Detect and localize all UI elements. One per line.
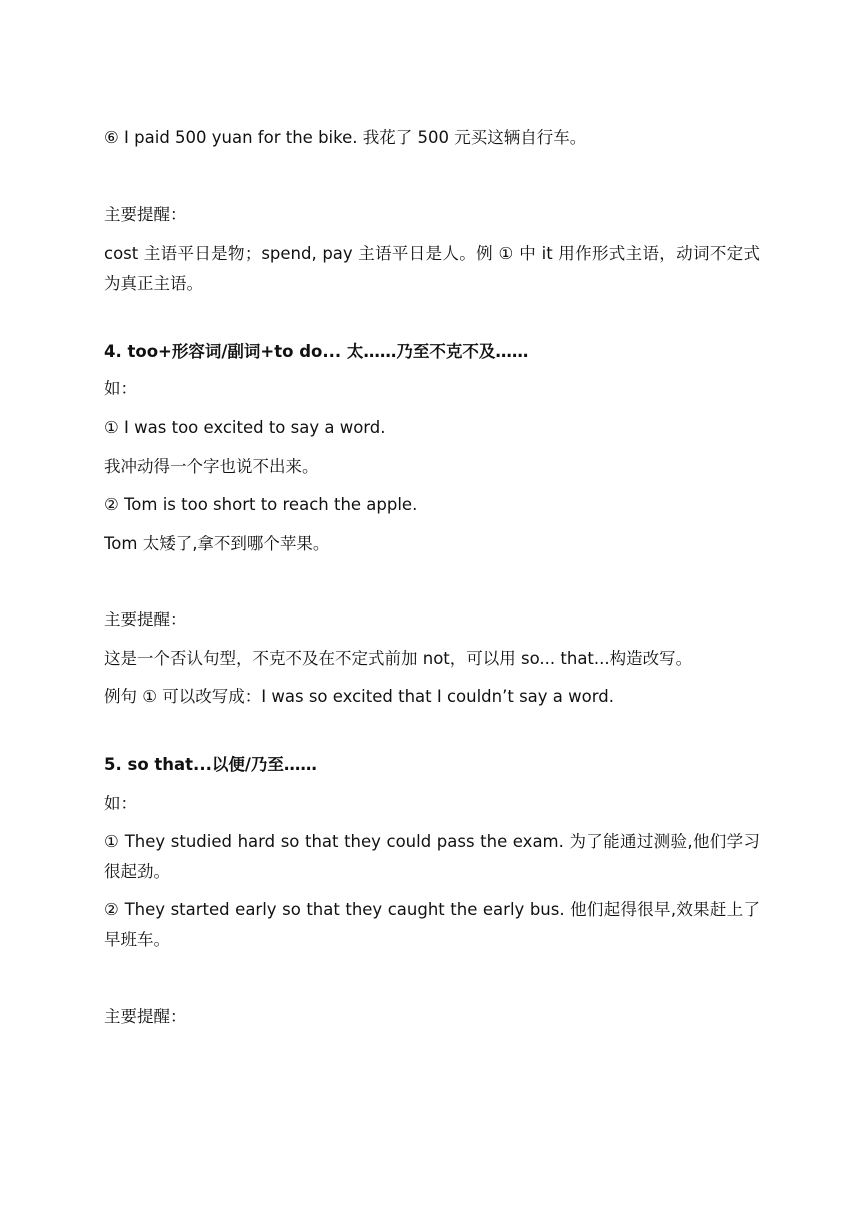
- section-4-example-2-en: ② Tom is too short to reach the apple.: [104, 495, 418, 514]
- section-5-example-2: ② They started early so that they caught the early bus. 他们起得很早,效果赶上了早班车。: [104, 900, 760, 949]
- section-4-example-2-cn: Tom 太矮了,拿不到哪个苹果。: [104, 534, 330, 553]
- section-5-intro: 如：: [104, 794, 137, 813]
- note-2-line-1: 这是一个否认句型，不克不及在不定式前加 not，可以用 so... that...构造改写。: [104, 649, 693, 668]
- example-6-line: ⑥ I paid 500 yuan for the bike. 我花了 500 元买这辆自行车。: [104, 128, 587, 147]
- section-4-example-1-en: ① I was too excited to say a word.: [104, 418, 386, 437]
- section-5-example-1: ① They studied hard so that they could pass the exam. 为了能通过测验,他们学习很起劲。: [104, 832, 760, 881]
- note-1-text: cost 主语平日是物；spend, pay 主语平日是人。例 ① 中 it 用作形式主语，动词不定式为真正主语。: [104, 244, 760, 293]
- note-2-line-2: 例句 ① 可以改写成：I was so excited that I couldn’t say a word.: [104, 687, 614, 706]
- section-4-example-1-cn: 我冲动得一个字也说不出来。: [104, 457, 319, 476]
- section-4-heading: 4. too+形容词/副词+to do... 太……乃至不克不及……: [104, 342, 529, 361]
- section-5-heading: 5. so that...以便/乃至……: [104, 755, 317, 774]
- note-2-label: 主要提醒：: [104, 610, 187, 629]
- section-4-intro: 如：: [104, 379, 137, 398]
- note-3-label: 主要提醒：: [104, 1007, 187, 1026]
- note-1-label: 主要提醒：: [104, 205, 187, 224]
